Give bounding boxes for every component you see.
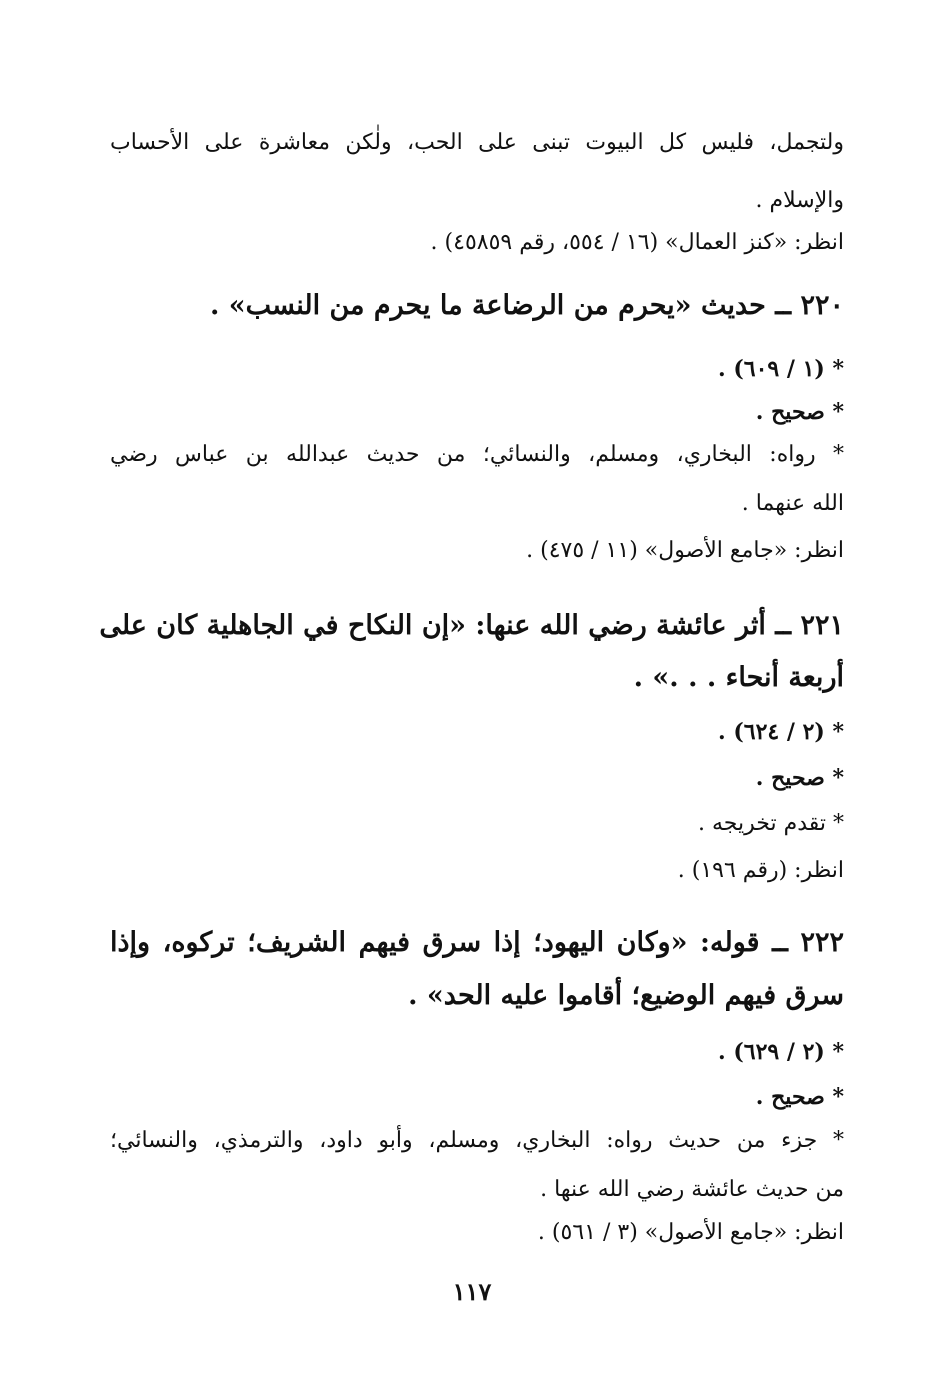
entry-222-heading-line-1: ٢٢٢ ــ قوله: «وكان اليهود؛ إذا سرق فيهم الشريف؛ تركوه، وإذا xyxy=(110,927,844,958)
entry-221-heading-line-2: أربعة أنحاء . . .» . xyxy=(633,662,844,693)
entry-221-note: * تقدم تخريجه . xyxy=(698,811,844,836)
entry-222-heading-line-2: سرق فيهم الوضيع؛ أقاموا عليه الحد» . xyxy=(408,980,844,1011)
entry-220-volume: * (١ / ٦٠٩) . xyxy=(718,356,844,382)
entry-222-narration-line-1: * جزء من حديث رواه: البخاري، ومسلم، وأبو داود، والترمذي، والنسائي؛ xyxy=(110,1128,844,1153)
entry-222-narration-line-2: من حديث عائشة رضي الله عنها . xyxy=(540,1177,844,1202)
document-page xyxy=(99,0,844,1400)
entry-221-volume: * (٢ / ٦٢٤) . xyxy=(718,719,844,745)
entry-220-narration-line-2: الله عنهما . xyxy=(741,491,844,516)
continuation-reference: انظر: «كنز العمال» (١٦ / ٥٥٤، رقم ٤٥٨٥٩) . xyxy=(430,230,844,255)
entry-221-grade: * صحيح . xyxy=(755,765,844,791)
entry-220-heading: ٢٢٠ ــ حديث «يحرم من الرضاعة ما يحرم من النسب» . xyxy=(209,290,844,321)
entry-222-grade: * صحيح . xyxy=(755,1084,844,1110)
continuation-line-2: والإسلام . xyxy=(755,188,844,213)
entry-222-volume: * (٢ / ٦٢٩) . xyxy=(718,1039,844,1065)
entry-220-grade: * صحيح . xyxy=(755,399,844,425)
entry-221-reference: انظر: (رقم ١٩٦) . xyxy=(677,858,844,883)
entry-220-narration-line-1: * رواه: البخاري، ومسلم، والنسائي؛ من حديث عبدالله بن عباس رضي xyxy=(110,442,844,467)
entry-220-reference: انظر: «جامع الأصول» (١١ / ٤٧٥) . xyxy=(526,538,844,563)
entry-222-reference: انظر: «جامع الأصول» (٣ / ٥٦١) . xyxy=(537,1220,844,1245)
continuation-line-1: ولتجمل، فليس كل البيوت تبنى على الحب، ولٰكن معاشرة على الأحساب xyxy=(110,130,844,155)
page-number: ١١٧ xyxy=(452,1277,492,1306)
entry-221-heading-line-1: ٢٢١ ــ أثر عائشة رضي الله عنها: «إن النكاح في الجاهلية كان على xyxy=(99,610,844,641)
